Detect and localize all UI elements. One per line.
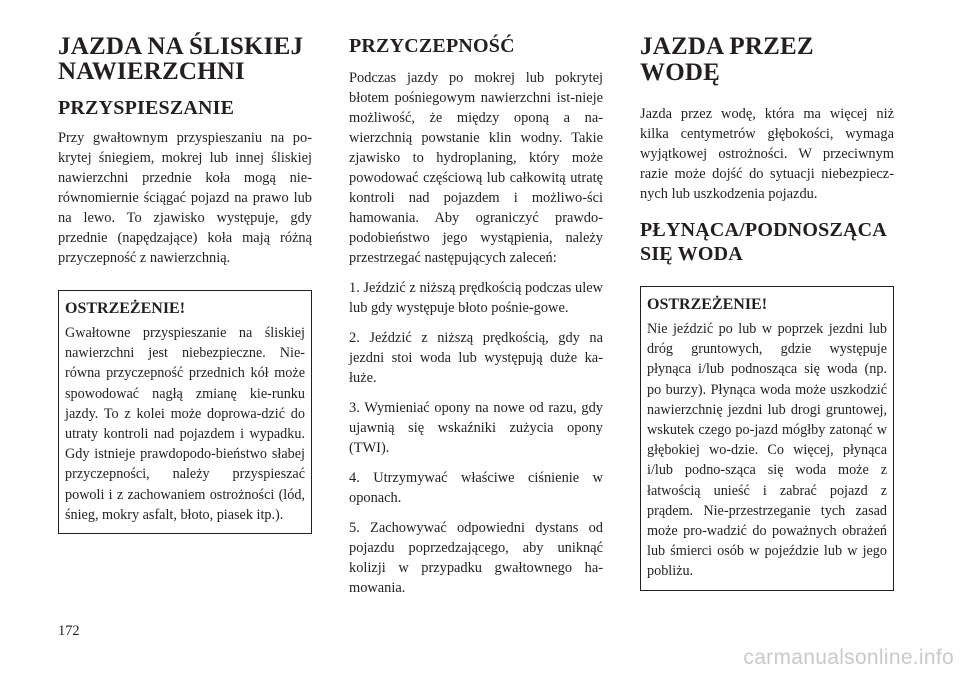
warning-box-water <box>640 286 894 591</box>
warning-title: OSTRZEŻENIE! <box>647 296 768 313</box>
page-number: 172 <box>58 623 80 639</box>
traction-item-5: 5. Zachowywać odpowiedni dystans od pojazdu poprzedzającego, aby uniknąć kolizji w przypadku gwałtownego ha-mowania. <box>349 520 603 596</box>
column-left <box>58 34 312 534</box>
section-heading-traction: PRZYCZEPNOŚĆ <box>349 35 515 57</box>
warning-box-acceleration <box>58 290 312 534</box>
traction-item-3: 3. Wymieniać opony na nowe od razu, gdy ujawnią się wskaźniki zużycia opony (TWI). <box>349 400 603 456</box>
traction-item-4: 4. Utrzymywać właściwe ciśnienie w oponach. <box>349 470 603 506</box>
traction-intro-paragraph: Podczas jazdy po mokrej lub pokrytej błotem pośniegowym nawierzchni ist-nieje możliwość, że między oponą a na-wierzchnią powstanie klin wodny. Takie zjawisko to hydroplaning, który może powodować częściową lub całkowitą utratę kontroli nad pojazdem i możliwo-ści hamowania. Aby ograniczyć prawdo-podobieństwo jego wystąpienia, należy przestrzegać następujących zaleceń: <box>349 70 603 266</box>
subheading-line-1: PŁYNĄCA/PODNOSZĄCA <box>640 219 887 241</box>
subheading-acceleration: PRZYSPIESZANIE <box>58 97 235 119</box>
column-middle <box>349 34 603 598</box>
traction-item-2: 2. Jeździć z niższą prędkością, gdy na jezdni stoi woda lub występują duże ka-łuże. <box>349 330 603 386</box>
column-right <box>640 34 894 591</box>
subheading-line-2: SIĘ WODA <box>640 243 743 265</box>
section-heading-driving-through-water: JAZDA PRZEZ WODĘ <box>640 33 814 86</box>
section-heading-slippery-surface <box>58 34 312 84</box>
heading-line-1: JAZDA NA ŚLISKIEJ <box>58 33 304 60</box>
warning-text: Nie jeździć po lub w poprzek jezdni lub dróg gruntowych, gdzie występuje płynąca i/lub podnosząca się woda (np. po burzy). Płynąca woda może uszkodzić nawierzchnię jezdni lub drogi gruntowej, wskutek czego po-jazd mógłby zatonąć w głębokiej wo-dzie. Co więcej, płynąca i/lub podno-sząca się woda może z łatwością unieść i zabrać pojazd z prądem. Nie-przestrzeganie tych zasad może pro-wadzić do poważnych obrażeń lub śmierci osób w pojeździe lub w jego pobliżu. <box>647 321 887 580</box>
subheading-flowing-water <box>640 218 894 266</box>
warning-title: OSTRZEŻENIE! <box>65 300 186 317</box>
traction-item-1: 1. Jeździć z niższą prędkością podczas ulew lub gdy występuje błoto pośnie-gowe. <box>349 280 603 316</box>
acceleration-paragraph: Przy gwałtownym przyspieszaniu na po-krytej śniegiem, mokrej lub innej śliskiej nawierzchni przednie koła mogą nie-równomiernie ściągać pojazd na prawo lub na lewo. To zjawisko występuje, gdy przednie (napędzające) koła mają różną przyczepność z nawierzchnią. <box>58 130 312 266</box>
watermark: carmanualsonline.info <box>743 646 954 669</box>
water-intro-paragraph: Jazda przez wodę, która ma więcej niż kilka centymetrów głębokości, wymaga wyjątkowej ostrożności. W przeciwnym razie może dojść do sytuacji niebezpiecz-nych lub uszkodzenia pojazdu. <box>640 106 894 202</box>
warning-text: Gwałtowne przyspieszanie na śliskiej nawierzchni jest niebezpieczne. Nie-równa przyczepność przednich kół może spowodować nagłą zmianę kie-runku jazdy. To z kolei może doprowa-dzić do utraty kontroli nad pojazdem i wypadku. Gdy istnieje prawdopodo-bieństwo słabej przyczepności, należy przyspieszać powoli i z zachowaniem ostrożności (lód, śnieg, mokry asfalt, błoto, piasek itp.). <box>65 325 305 523</box>
heading-line-2: NAWIERZCHNI <box>58 58 245 85</box>
